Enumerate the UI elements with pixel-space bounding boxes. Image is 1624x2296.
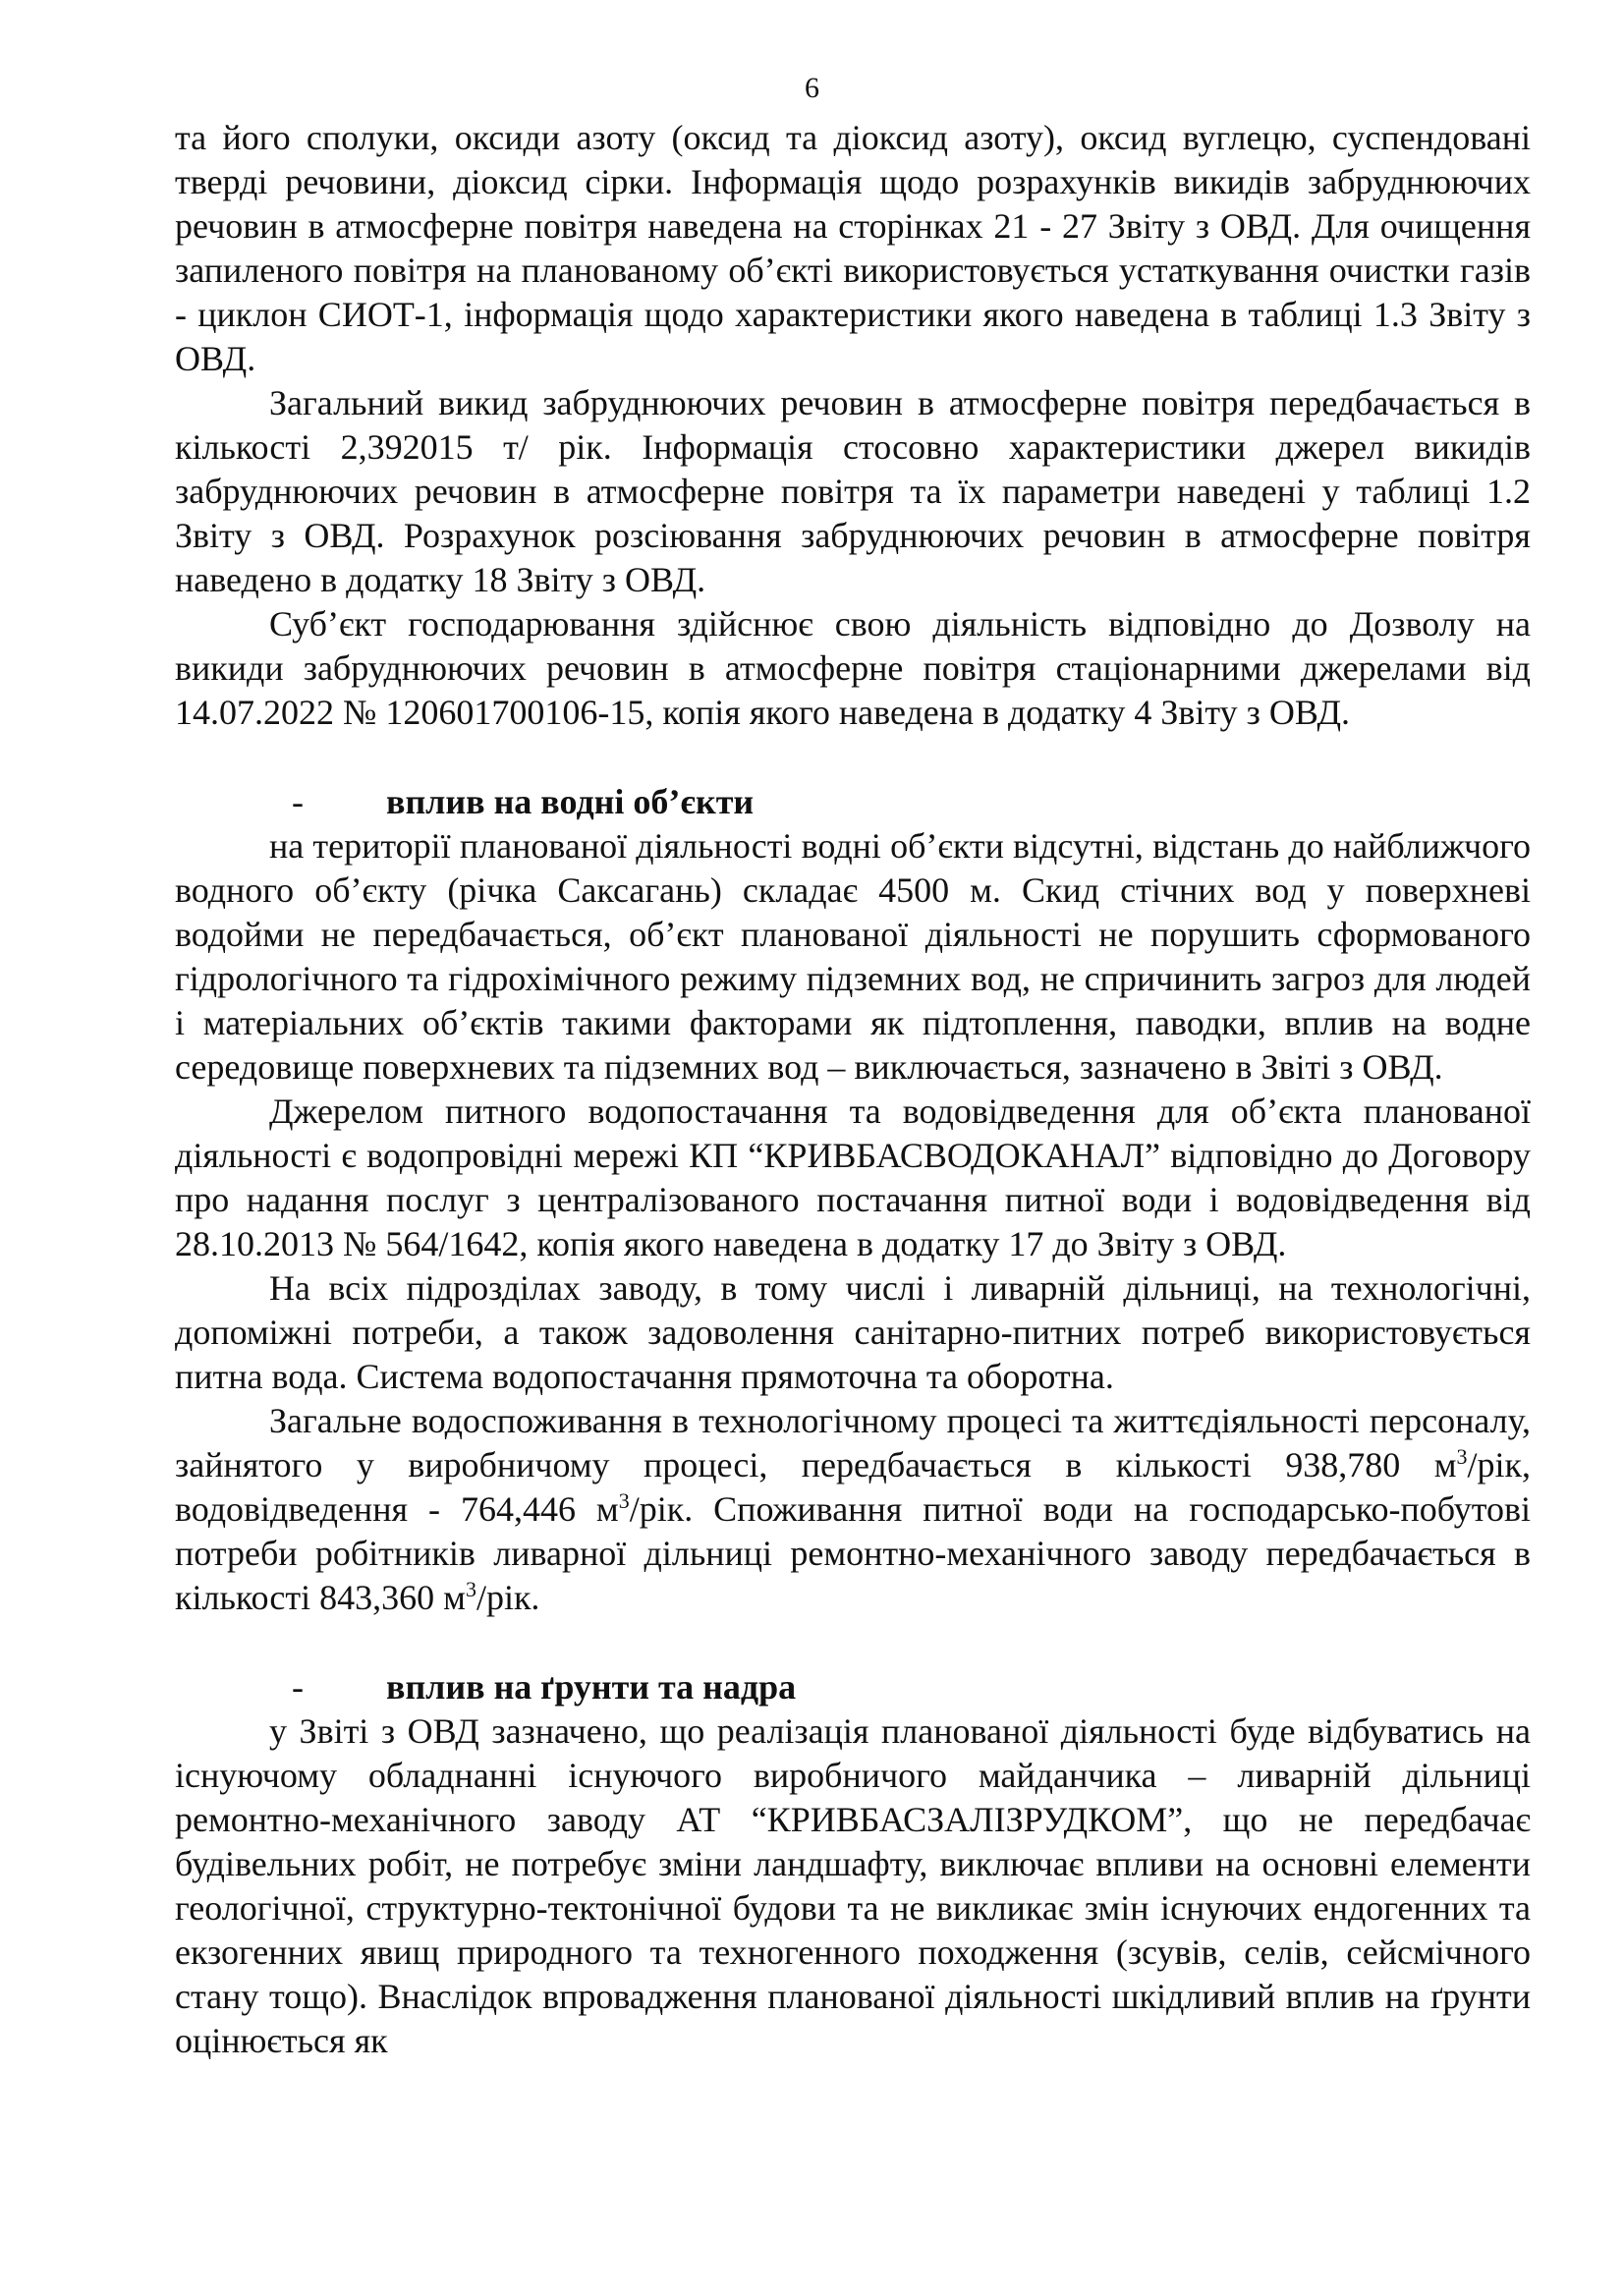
consumption-text-3: /рік. Споживання питної води на господарсько-побутові потреби робітників ливарної дільниці ремонтно-механічного заводу передбачається в кількості 843,360 м — [175, 1489, 1531, 1617]
paragraph-water-objects: на території планованої діяльності водні об’єкти відсутні, відстань до найближчого водного об’єкту (річка Саксагань) складає 4500 м. Скид стічних вод у поверхневі водойми не передбачається, об’єкт планованої діяльності не порушить сформованого гідрологічного та гідрохімічного режиму підземних вод, не спричинить загроз для людей і матеріальних об’єктів такими факторами як підтоплення, паводки, вплив на водне середовище поверхневих та підземних вод – виключається, зазначено в Звіті з ОВД. — [175, 826, 1531, 1087]
paragraph-total-emissions: Загальний викид забруднюючих речовин в атмосферне повітря передбачається в кількості 2,392015 т/ рік. Інформація стосовно характеристики джерел викидів забруднюючих речовин в атмосферне повітря та їх параметри наведені у таблиці 1.2 Звіту з ОВД. Розрахунок розсіювання забруднюючих речовин в атмосферне повітря наведено в додатку 18 Звіту з ОВД. — [175, 383, 1531, 599]
paragraph-drinking-water: На всіх підрозділах заводу, в тому числі і ливарній дільниці, на технологічні, допоміжні потреби, а також задоволення санітарно-питних потреб використовується питна вода. Система водопостачання прямоточна та оборотна. — [175, 1268, 1531, 1396]
paragraph-soil-impact: у Звіті з ОВД зазначено, що реалізація планованої діяльності буде відбуватись на існуючому обладнанні існуючого виробничого майданчика – ливарній дільниці ремонтно-механічного заводу АТ “КРИВБАСЗАЛІЗРУДКОМ”, що не передбачає будівельних робіт, не потребує зміни ландшафту, виключає впливи на основні елементи геологічної, структурно-тектонічної будови та не викликає змін існуючих ендогенних та екзогенних явищ природного та техногенного походження (зсувів, селів, сейсмічного стану тощо). Внаслідок впровадження планованої діяльності шкідливий вплив на ґрунти оцінюється як — [175, 1711, 1531, 2060]
paragraph-water-supply: Джерелом питного водопостачання та водовідведення для об’єкта планованої діяльності є водопровідні мережі КП “КРИВБАСВОДОКАНАЛ” відповідно до Договору про надання послуг з централізованого постачання питної води і водовідведення від 28.10.2013 № 564/1642, копія якого наведена в додатку 17 до Звіту з ОВД. — [175, 1092, 1531, 1263]
paragraph-water-consumption — [175, 1399, 1531, 1620]
section-title-soil: вплив на ґрунти та надра — [386, 1667, 797, 1707]
consumption-text-1: Загальне водоспоживання в технологічному процесі та життєдіяльності персоналу, зайнятого у виробничому процесі, передбачається в кількості 938,780 м — [175, 1401, 1531, 1484]
document-body — [175, 116, 1531, 2063]
section-dash: - — [292, 1667, 304, 1707]
paragraph-emissions-info: та його сполуки, оксиди азоту (оксид та діоксид азоту), оксид вуглецю, суспендовані тверді речовини, діоксид сірки. Інформація щодо розрахунків викидів забруднюючих речовин в атмосферне повітря наведена на сторінках 21 - 27 Звіту з ОВД. Для очищення запиленого повітря на планованому об’єкті використовується устаткування очистки газів - циклон СИОТ-1, інформація щодо характеристики якого наведена в таблиці 1.3 Звіту з ОВД. — [175, 118, 1531, 378]
superscript-cubic: 3 — [1456, 1444, 1468, 1469]
consumption-text-2: /рік, водовідведення - 764,446 м — [175, 1445, 1531, 1529]
consumption-text-4: /рік. — [476, 1578, 540, 1617]
section-dash: - — [292, 782, 304, 821]
page-number: 6 — [805, 72, 819, 104]
superscript-cubic: 3 — [465, 1577, 476, 1601]
paragraph-emission-permit: Суб’єкт господарювання здійснює свою діяльність відповідно до Дозволу на викиди забруднюючих речовин в атмосферне повітря стаціонарними джерелами від 14.07.2022 № 120601700106-15, копія якого наведена в додатку 4 Звіту з ОВД. — [175, 604, 1531, 732]
section-title-water: вплив на водні об’єкти — [386, 782, 755, 821]
superscript-cubic: 3 — [618, 1488, 630, 1513]
section-heading-soil — [175, 1665, 1531, 1709]
section-heading-water — [175, 780, 1531, 824]
